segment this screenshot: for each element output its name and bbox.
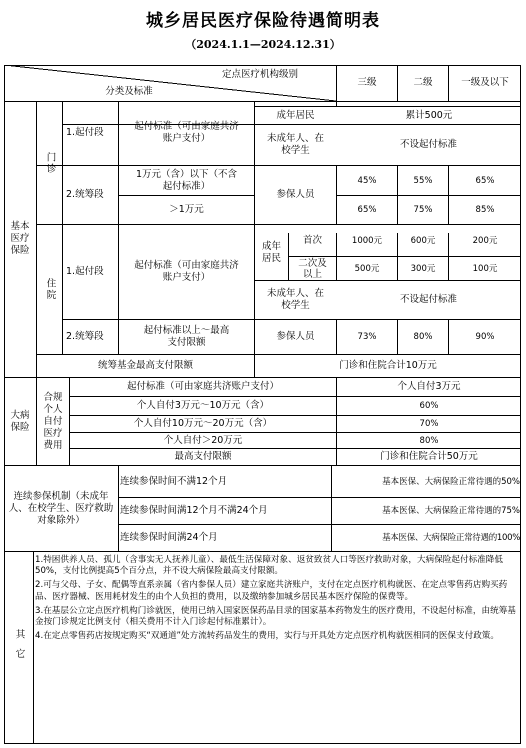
note-3: 3.在基层公立定点医疗机构门诊就医，使用已纳入国家医保药品目录的国家基本药物发生的医疗费用，不设起付标准，由统筹基金按门诊规定比例支付（相关费用不计入门诊起付标准累计）。 xyxy=(35,605,516,628)
basic-max-label: 统筹基金最高支付限额 xyxy=(97,360,193,371)
benefits-table xyxy=(4,65,521,744)
note-1: 1.特困供养人员、孤儿（含事实无人抚养儿童）、最低生活保障对象、返贫致贫人口等医疗救助对象，大病保险起付标准降低50%，支付比例提高5个百分点，并不设大病保险最高支付限额。 xyxy=(35,555,503,577)
outpatient-pool-stage: 2.统筹段 xyxy=(66,189,104,200)
critical-deductible-value: 个人自付3万元 xyxy=(397,381,461,392)
outpatient-adult-label: 成年居民 xyxy=(276,110,315,121)
inpatient-rate-level3: 73% xyxy=(357,332,377,342)
header-level3: 三级 xyxy=(357,77,377,88)
critical-band2-label: 个人自付10万元～20万元（含） xyxy=(133,418,273,429)
header-level1: 一级及以下 xyxy=(461,77,509,88)
basic-insurance-label: 基本医疗保险 xyxy=(10,221,30,256)
outpatient-band1: 1万元（含）以下（不含起付标准） xyxy=(135,168,238,192)
outpatient-deductible-standard: 起付标准（可由家庭共济账户支付） xyxy=(134,121,239,144)
continuity-row2-label: 连续参保时间满12个月不满24个月 xyxy=(120,505,268,516)
inpatient-second-label: 二次及以上 xyxy=(298,257,327,280)
critical-max-label: 最高支付限额 xyxy=(174,451,232,462)
inpatient-first-level3: 1000元 xyxy=(351,235,383,246)
inpatient-second-level1: 100元 xyxy=(472,263,498,274)
corner-header-top: 定点医疗机构级别 xyxy=(221,69,298,80)
inpatient-second-level3: 500元 xyxy=(354,263,380,274)
outpatient-band2-rate-level2: 75% xyxy=(413,205,433,215)
outpatient-band2: ＞1万元 xyxy=(169,204,204,215)
outpatient-adult-deductible: 累计500元 xyxy=(405,110,453,121)
note-2: 2.可与父母、子女、配偶等直系亲属（省内参保人员）建立家庭共济账户，支付在定点医疗机构就医、在定点零售药店购买药品、医疗器械、医用耗材发生的由个人负担的费用，以及缴纳参加城乡居民基本医疗保险的保费等。 xyxy=(35,580,508,602)
basic-max-value: 门诊和住院合计10万元 xyxy=(339,360,437,371)
continuity-row3-label: 连续参保时间满24个月 xyxy=(120,532,218,543)
continuity-label: 连续参保机制（未成年人、在校学生、医疗救助对象除外） xyxy=(8,490,114,526)
outpatient-band2-rate-level3: 65% xyxy=(357,205,377,215)
other-label: 其它 xyxy=(13,628,25,668)
corner-header-bottom: 分类及标准 xyxy=(105,86,153,97)
inpatient-pool-range: 起付标准以上～最高支付限额 xyxy=(143,325,230,348)
outpatient-label: 门诊 xyxy=(44,151,56,175)
inpatient-rate-level1: 90% xyxy=(475,332,495,342)
inpatient-label: 住院 xyxy=(44,278,56,301)
inpatient-pool-stage: 2.统筹段 xyxy=(66,331,104,342)
outpatient-band1-rate-level3: 45% xyxy=(357,175,377,186)
continuity-row3-value: 基本医保、大病保险正常待遇的100% xyxy=(382,533,520,543)
period-subtitle: （2024.1.1—2024.12.31） xyxy=(185,38,341,51)
inpatient-first-label: 首次 xyxy=(302,234,322,246)
inpatient-rate-level2: 80% xyxy=(413,332,433,342)
header-level2: 二级 xyxy=(413,77,433,88)
critical-band3-rate: 80% xyxy=(419,435,439,446)
outpatient-deductible-stage: 1.起付段 xyxy=(66,127,104,138)
outpatient-band1-rate-level2: 55% xyxy=(413,175,433,186)
inpatient-deductible-standard: 起付标准（可由家庭共济账户支付） xyxy=(134,260,239,283)
outpatient-band1-rate-level1: 65% xyxy=(475,175,495,186)
inpatient-second-level2: 300元 xyxy=(410,263,436,274)
inpatient-first-level1: 200元 xyxy=(472,235,498,246)
inpatient-minor-label: 未成年人、在校学生 xyxy=(267,288,325,311)
critical-band1-label: 个人自付3万元～10万元（含） xyxy=(136,400,270,411)
critical-deductible-label: 起付标准（可由家庭共济账户支付） xyxy=(126,381,279,392)
outpatient-minor-deductible: 不设起付标准 xyxy=(399,139,457,150)
critical-sub-label: 合规个人自付医疗费用 xyxy=(43,391,63,451)
critical-insurance-label: 大病保险 xyxy=(10,409,30,433)
continuity-row2-value: 基本医保、大病保险正常待遇的75% xyxy=(382,506,520,516)
inpatient-minor-deductible: 不设起付标准 xyxy=(399,294,457,305)
critical-max-value: 门诊和住院合计50万元 xyxy=(380,451,478,462)
continuity-row1-value: 基本医保、大病保险正常待遇的50% xyxy=(382,476,520,487)
inpatient-adult-label: 成年居民 xyxy=(261,240,281,264)
other-notes xyxy=(35,555,518,642)
page-title: 城乡居民医疗保险待遇简明表 xyxy=(146,11,380,31)
note-4: 4.在定点零售药店按规定购买“双通道”处方流转药品发生的费用，实行与开具处方定点医疗机构就医相同的医保支付政策。 xyxy=(35,631,499,642)
critical-band1-rate: 60% xyxy=(419,401,439,411)
inpatient-deductible-stage: 1.起付段 xyxy=(66,266,104,277)
inpatient-first-level2: 600元 xyxy=(410,235,436,246)
outpatient-insured-label: 参保人员 xyxy=(276,189,315,200)
continuity-row1-label: 连续参保时间不满12个月 xyxy=(120,475,228,487)
outpatient-minor-label: 未成年人、在校学生 xyxy=(267,133,325,156)
critical-band2-rate: 70% xyxy=(419,419,439,429)
outpatient-band2-rate-level1: 85% xyxy=(475,205,495,215)
critical-band3-label: 个人自付＞20万元 xyxy=(163,434,243,446)
inpatient-insured-label: 参保人员 xyxy=(276,331,315,342)
